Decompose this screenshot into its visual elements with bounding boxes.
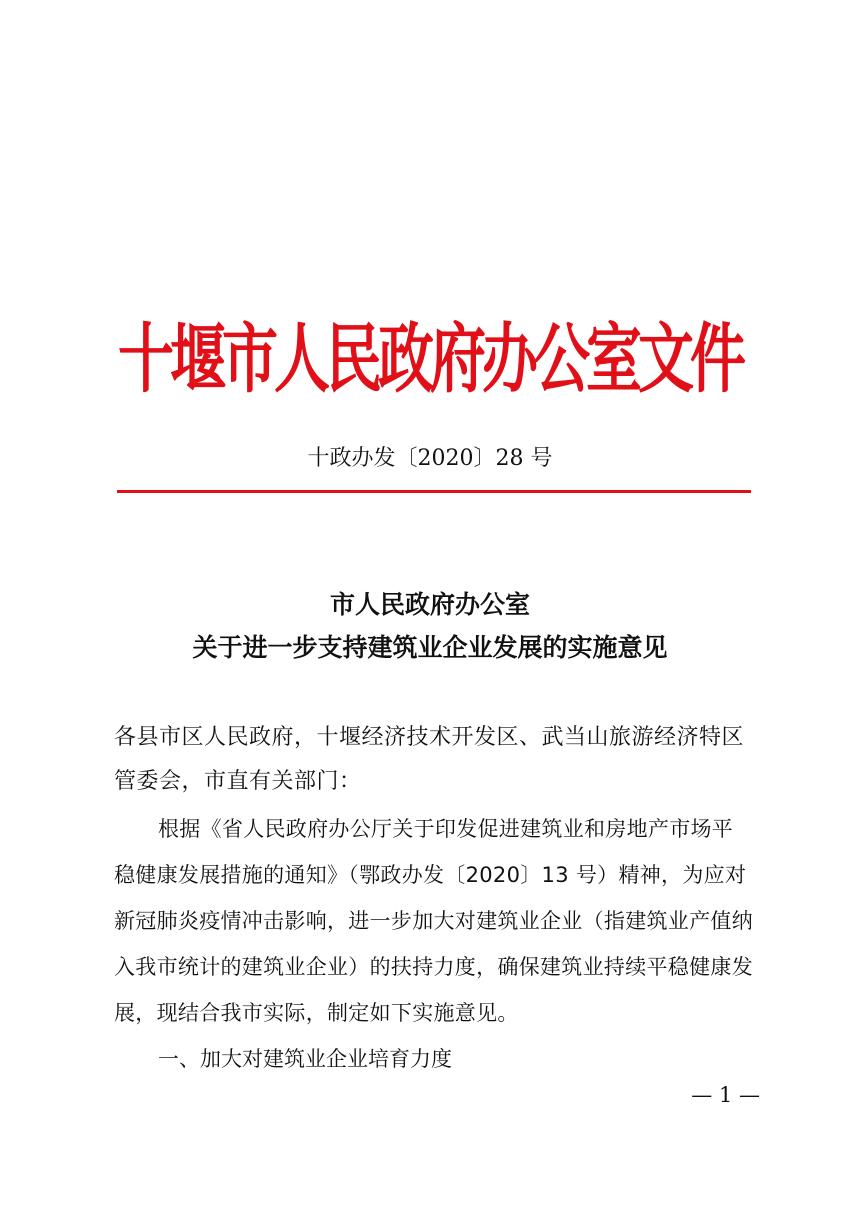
page-number: — 1 — xyxy=(691,1083,760,1107)
document-number: 十政办发〔2020〕28 号 xyxy=(307,446,553,471)
document-title-line-2: 关于进一步支持建筑业企业发展的实施意见 xyxy=(192,633,668,662)
addressee-line-1: 各县市区人民政府，十堰经济技术开发区、武当山旅游经济特区 xyxy=(114,725,745,750)
body-text xyxy=(114,806,754,1082)
body-paragraph-1: 根据《省人民政府办公厅关于印发促进建筑业和房地产市场平稳健康发展措施的通知》（鄂政办发〔2020〕13 号）精神，为应对新冠肺炎疫情冲击影响，进一步加大对建筑业企业（指建筑业产值纳入我市统计的建筑业企业）的扶持力度，确保建筑业持续平稳健康发展，现结合我市实际，制定如下实施意见。 xyxy=(114,817,753,1025)
addressee-block xyxy=(114,716,754,804)
addressee-line-2: 管委会，市直有关部门： xyxy=(114,769,362,794)
section-heading-1: 一、加大对建筑业企业培育力度 xyxy=(158,1047,452,1071)
masthead-title: 十堰市人民政府办公室文件 xyxy=(118,314,742,405)
document-title-line-1: 市人民政府办公室 xyxy=(329,590,530,619)
red-divider-line xyxy=(117,490,751,493)
